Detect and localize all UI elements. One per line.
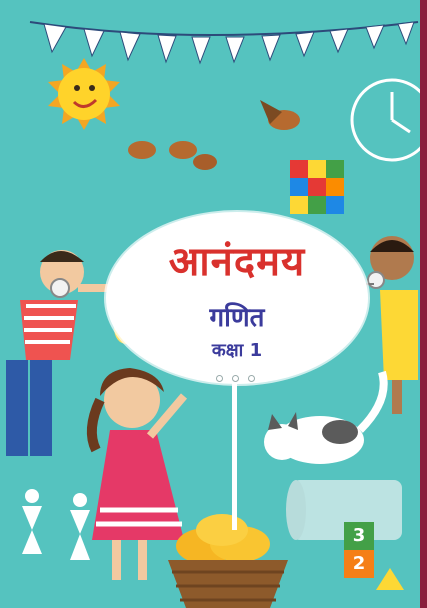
sign-dot [216,375,223,382]
book-class: कक्षा 1 [211,340,263,361]
birds-illustration [128,100,300,170]
girl-center-illustration [92,368,184,580]
boy-illustration [6,250,118,456]
block-number-2: 2 [352,553,366,574]
book-title: आनंदमय [168,239,306,285]
sign-dot [232,375,239,382]
sign-dot [248,375,255,382]
sun-icon [48,58,120,130]
warli-figures [22,489,90,560]
clock-icon [352,80,420,160]
girl-right-illustration [368,236,418,414]
block-number-3: 3 [352,525,366,546]
sign-post [232,380,237,530]
mango-basket-illustration [168,514,288,608]
book-subject: गणित [209,303,265,333]
rubiks-cube-icon [290,160,344,214]
cat-illustration [264,372,384,464]
title-sign [106,212,368,384]
